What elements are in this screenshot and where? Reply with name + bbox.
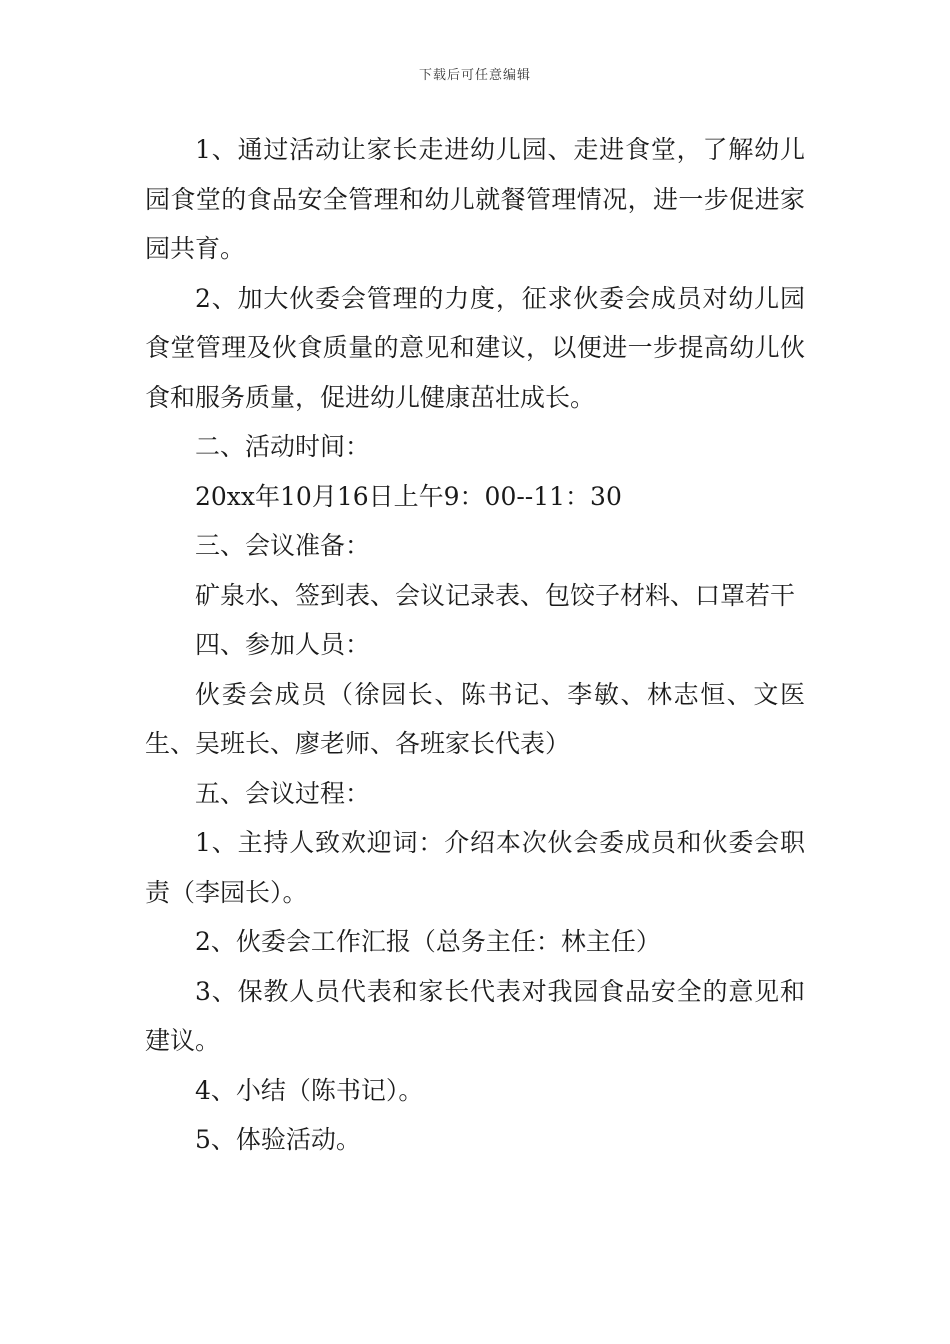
paragraph-process-5: 5、体验活动。: [195, 1125, 361, 1154]
paragraph-purpose-1: 1、通过活动让家长走进幼儿园、走进食堂，了解幼儿园食堂的食品安全管理和幼儿就餐管理情况，进一步促进家园共育。: [145, 135, 805, 263]
section-heading-preparation: 三、会议准备：: [195, 531, 371, 560]
paragraph-time: 20xx年10月16日上午9：00--11：30: [195, 481, 622, 511]
paragraph-process-2: 2、伙委会工作汇报（总务主任：林主任）: [195, 927, 661, 956]
paragraph-purpose-2: 2、加大伙委会管理的力度，征求伙委会成员对幼儿园食堂管理及伙食质量的意见和建议，以便进一步提高幼儿伙食和服务质量，促进幼儿健康茁壮成长。: [145, 283, 805, 412]
paragraph-participants: 伙委会成员（徐园长、陈书记、李敏、林志恒、文医生、吴班长、廖老师、各班家长代表）: [145, 679, 805, 758]
section-heading-time: 二、活动时间：: [195, 432, 371, 461]
document-body: [145, 125, 805, 1165]
paragraph-preparation: 矿泉水、签到表、会议记录表、包饺子材料、口罩若干: [195, 580, 796, 610]
section-heading-process: 五、会议过程：: [195, 778, 371, 808]
paragraph-process-3: 3、保教人员代表和家长代表对我园食品安全的意见和建议。: [145, 976, 805, 1055]
paragraph-process-1: 1、主持人致欢迎词：介绍本次伙会委成员和伙委会职责（李园长）。: [145, 828, 805, 907]
section-heading-participants: 四、参加人员：: [195, 630, 371, 659]
paragraph-process-4: 4、小结（陈书记）。: [195, 1075, 424, 1105]
page-header: 下载后可任意编辑: [418, 68, 531, 83]
